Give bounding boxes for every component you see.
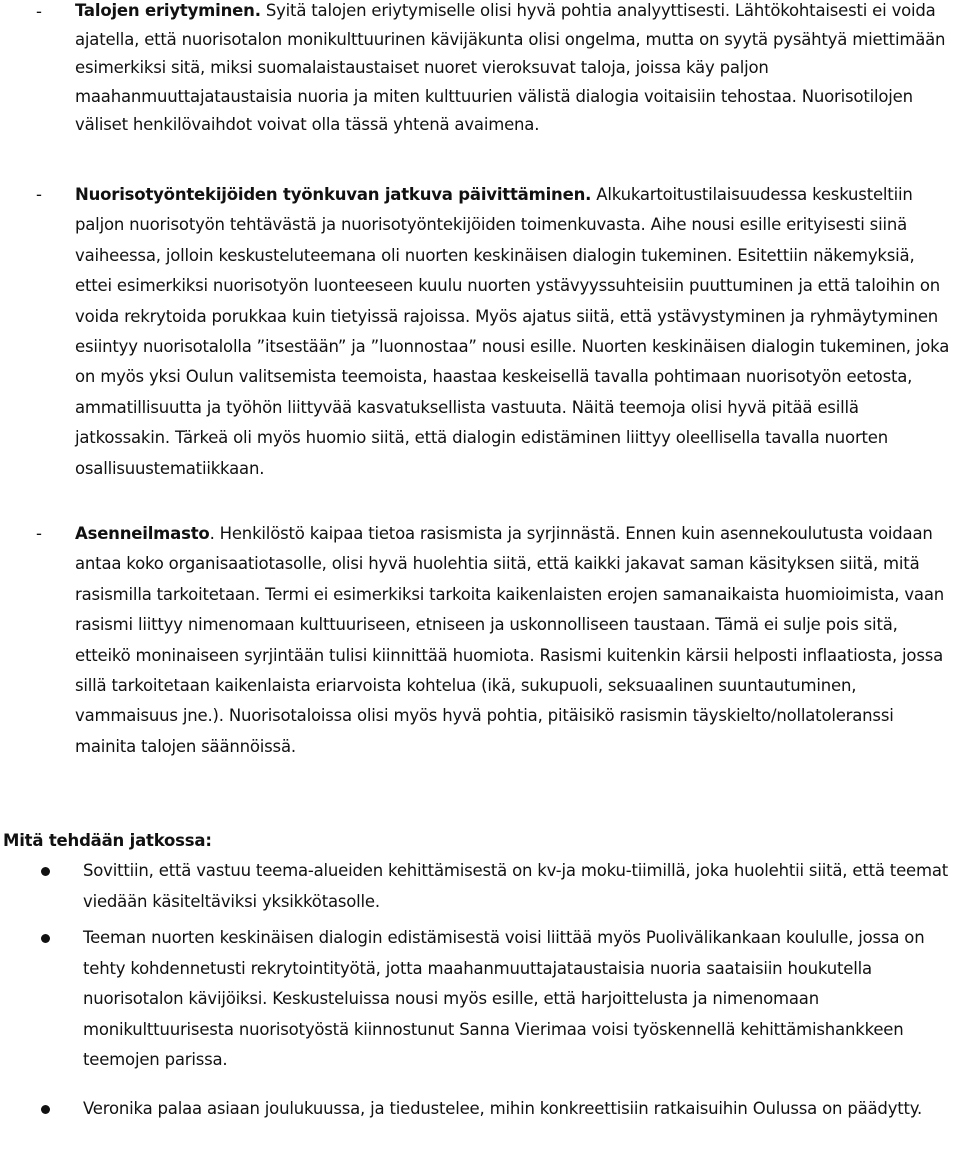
paragraph — [75, 180, 955, 484]
bullet-item — [0, 1094, 960, 1125]
dash-marker: - — [36, 185, 42, 204]
dash-marker: - — [36, 2, 42, 21]
bullet-dot-icon — [41, 1105, 50, 1114]
list-item-talojen-eriytyminen — [0, 0, 960, 140]
bullet-text: Sovittiin, että vastuu teema-alueiden kehittämisestä on kv-ja moku-tiimillä, joka huolehtii siitä, että teemat viedään käsiteltäviksi yksikkötasolle. — [83, 861, 949, 911]
list-item-tyonkuva — [0, 180, 960, 484]
bullet-text: Teeman nuorten keskinäisen dialogin edistämisestä voisi liittää myös Puolivälikankaan koululle, jossa on tehty kohdennetusti rekrytointityötä, jotta maahanmuuttajataustaisia nuoria saataisiin houkutella nuorisotalon kävijöiksi. Keskusteluissa nousi myös esille, että harjoittelusta ja nimenomaan monikulttuurisesta nuorisotyöstä kiinnostunut Sanna Vierimaa voisi työskennellä kehittämishankkeen teemojen parissa. — [83, 928, 925, 1070]
list-item-asenneilmasto — [0, 519, 960, 762]
bullet-dot-icon — [41, 934, 50, 943]
bullet-text: Veronika palaa asiaan joulukuussa, ja tiedustelee, mihin konkreettisiin ratkaisuihin Oulussa on päädytty. — [83, 1099, 923, 1118]
paragraph — [75, 0, 955, 140]
bullet-item — [0, 856, 960, 917]
item-text: Syitä talojen eriytymiselle olisi hyvä pohtia analyyttisesti. Lähtökohtaisesti ei voida ajatella, että nuorisotalon monikulttuurinen kävijäkunta olisi ongelma, mutta on syytä pysähtyä miettimään esimerkiksi sitä, miksi suomalaistaustaiset nuoret vieroksuvat taloja, joissa käy paljon maahanmuuttajataustaisia nuoria ja miten kulttuurien välistä dialogia voitaisiin tehostaa. Nuorisotilojen väliset henkilövaihdot voivat olla tässä yhtenä avaimena. — [75, 1, 946, 134]
item-lead: Talojen eriytyminen. — [75, 1, 261, 20]
paragraph — [75, 519, 955, 762]
dash-marker: - — [36, 524, 42, 543]
item-lead: Asenneilmasto — [75, 524, 210, 543]
item-text: Alkukartoitustilaisuudessa keskusteltiin paljon nuorisotyön tehtävästä ja nuorisotyöntekijöiden toimenkuvasta. Aihe nousi esille erityisesti siinä vaiheessa, jolloin keskusteluteemana oli nuorten keskinäisen dialogin tukeminen. Esitettiin näkemyksiä, ettei esimerkiksi nuorisotyön luonteeseen kuulu nuorten ystävyyssuhteisiin puuttuminen ja että taloihin on voida rekrytoida porukkaa kuin tietyissä rajoissa. Myös ajatus siitä, että ystävystyminen ja ryhmäytyminen esiintyy nuorisotalolla ”itsestään” ja ”luonnostaa” nousi esille. Nuorten keskinäisen dialogin tukeminen, joka on myös yksi Oulun valitsemista teemoista, haastaa keskeisellä tavalla pohtimaan nuorisotyön eetosta, ammatillisuutta ja työhön liittyvää kasvatuksellista vastuuta. Näitä teemoja olisi hyvä pitää esillä jatkossakin. Tärkeä oli myös huomio siitä, että dialogin edistäminen liittyy oleellisella tavalla nuorten osallisuustematiikkaan. — [75, 185, 950, 478]
item-lead: Nuorisotyöntekijöiden työnkuvan jatkuva päivittäminen. — [75, 185, 592, 204]
item-text: . Henkilöstö kaipaa tietoa rasismista ja syrjinnästä. Ennen kuin asennekoulutusta voidaan antaa koko organisaatiotasolle, olisi hyvä huolehtia siitä, että kaikki jakavat saman käsityksen siitä, mitä rasismilla tarkoitetaan. Termi ei esimerkiksi tarkoita kaikenlaisten erojen samanaikaista huomioimista, vaan rasismi liittyy nimenomaan kulttuuriseen, etniseen ja uskonnolliseen taustaan. Tämä ei sulje pois sitä, etteikö moninaiseen syrjintään tulisi kiinnittää huomiota. Rasismi kuitenkin kärsii helposti inflaatiosta, jossa sillä tarkoitetaan kaikenlaista eriarvoista kohtelua (ikä, sukupuoli, seksuaalinen suuntautuminen, vammaisuus jne.). Nuorisotaloissa olisi myös hyvä pohtia, pitäisikö rasismin täyskielto/nollatoleranssi mainita talojen säännöissä. — [75, 524, 945, 756]
bullet-item — [0, 923, 960, 1076]
section-heading: Mitä tehdään jatkossa: — [3, 831, 212, 850]
bullet-dot-icon — [41, 867, 50, 876]
